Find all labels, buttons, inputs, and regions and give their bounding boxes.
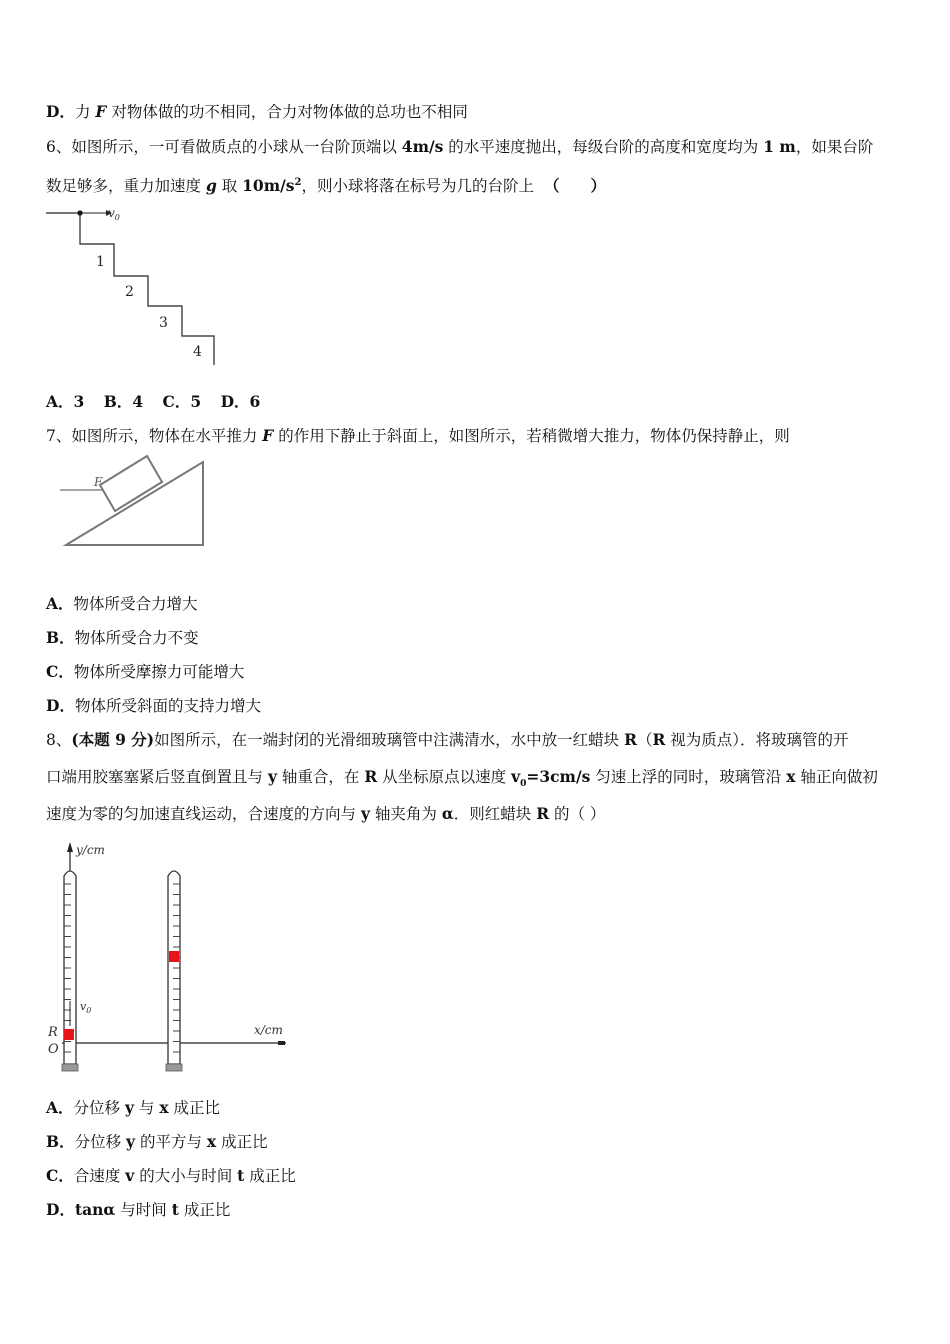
variable-y: y xyxy=(360,804,370,823)
q6-stem-line-2 xyxy=(46,173,606,196)
option-label: B． xyxy=(46,1132,75,1151)
text: 的水平速度抛出，每级台阶的高度和宽度均为 xyxy=(443,138,764,156)
text: ，如果台阶 xyxy=(795,138,874,156)
option-text: 物体所受合力增大 xyxy=(73,595,198,613)
option-label: B． xyxy=(46,628,75,647)
text: 7、如图所示，物体在水平推力 xyxy=(46,427,263,445)
q8-option-d xyxy=(46,1200,230,1220)
variable-r: R xyxy=(652,730,666,749)
q7-option-b xyxy=(46,628,199,648)
variable-f: F xyxy=(262,426,274,445)
x-axis-label: x/cm xyxy=(254,1023,283,1037)
option-label: D． xyxy=(46,102,75,121)
text: 取 xyxy=(216,177,243,196)
tube-1-stopper xyxy=(62,1064,78,1071)
q8-stem-line-3 xyxy=(46,804,605,824)
variable-y: y xyxy=(267,767,277,786)
origin-label: O xyxy=(48,1042,59,1057)
text: 8、 xyxy=(46,731,72,749)
variable: tanα xyxy=(74,1200,116,1219)
v0-label: $v_0$ xyxy=(108,206,120,222)
staircase-figure xyxy=(46,202,226,372)
red-wax-block-later xyxy=(169,951,179,962)
glass-tube-figure xyxy=(44,836,294,1076)
text: 的（ ） xyxy=(549,805,606,823)
text: 匀速上浮的同时，玻璃管沿 xyxy=(590,768,787,786)
gravity-value: 10m/s xyxy=(242,176,295,196)
q6-option-d: D．6 xyxy=(220,392,261,411)
subscript: 0 xyxy=(520,779,527,790)
force-label: F xyxy=(94,475,103,489)
option-text: 物体所受斜面的支持力增大 xyxy=(74,697,261,715)
variable: x xyxy=(206,1132,217,1151)
text: 数足够多，重力加速度 xyxy=(46,177,206,196)
q6-stem-line-1 xyxy=(46,137,873,157)
text: ．则红蜡块 xyxy=(453,805,537,823)
r-label: R xyxy=(48,1025,58,1040)
text: 视为质点）．将玻璃管的开 xyxy=(665,731,849,749)
text: 力 xyxy=(74,103,96,121)
text: 轴夹角为 xyxy=(369,805,442,823)
text: 轴正向做初 xyxy=(795,768,878,786)
text: 如图所示，在一端封闭的光滑细玻璃管中注满清水，水中放一红蜡块 xyxy=(154,731,625,749)
text: （ xyxy=(636,731,653,749)
text: 轴重合，在 xyxy=(276,768,365,786)
y-axis-label: y/cm xyxy=(76,843,105,857)
text: 从坐标原点以速度 xyxy=(377,768,512,786)
variable: y xyxy=(126,1132,136,1151)
text: 口端用胶塞塞紧后竖直倒置且与 xyxy=(46,768,268,786)
text: 分位移 xyxy=(73,1099,125,1117)
speed-value: =3cm/s xyxy=(526,767,591,786)
answer-paren: （ ） xyxy=(543,176,606,196)
incline-figure xyxy=(56,456,216,551)
q8-stem-line-1 xyxy=(46,730,849,750)
option-label: C． xyxy=(46,1166,74,1185)
text: 合速度 xyxy=(73,1167,126,1185)
text: 6、如图所示，一可看做质点的小球从一台阶顶端以 xyxy=(46,138,402,156)
variable: t xyxy=(237,1166,245,1185)
superscript: 2 xyxy=(294,177,302,188)
score-note: (本题 9 分) xyxy=(71,730,155,749)
option-label: D． xyxy=(46,696,75,715)
text: 分位移 xyxy=(74,1133,127,1151)
q7-stem xyxy=(46,426,790,446)
variable: t xyxy=(171,1200,179,1219)
x-axis-arrow xyxy=(278,1041,285,1045)
q8-option-c xyxy=(46,1166,296,1186)
step-label-4: 4 xyxy=(193,344,202,360)
q6-options xyxy=(46,392,260,412)
option-text: 物体所受合力不变 xyxy=(74,629,199,647)
variable-r: R xyxy=(364,767,378,786)
variable: y xyxy=(124,1098,134,1117)
text: 成正比 xyxy=(168,1099,221,1117)
block xyxy=(100,456,162,511)
y-axis-arrow xyxy=(67,842,73,852)
q6-option-b: B．4 xyxy=(103,392,144,411)
text: 对物体做的功不相同，合力对物体做的总功也不相同 xyxy=(106,103,468,121)
option-label: C． xyxy=(46,662,74,681)
speed-value: 4m/s xyxy=(401,137,444,156)
variable-v: v xyxy=(511,767,521,786)
text: 与 xyxy=(133,1099,160,1117)
q8-option-b xyxy=(46,1132,268,1152)
variable-f: F xyxy=(95,102,107,121)
variable-g: g xyxy=(205,176,217,196)
stair-outline xyxy=(80,213,214,365)
q7-option-c xyxy=(46,662,244,682)
q7-option-d xyxy=(46,696,261,716)
option-label: A． xyxy=(46,594,74,613)
text: 速度为零的匀加速直线运动，合速度的方向与 xyxy=(46,805,361,823)
text: 成正比 xyxy=(178,1201,231,1219)
step-size: 1 m xyxy=(763,137,796,156)
step-label-1: 1 xyxy=(96,254,105,270)
q5-option-d xyxy=(46,102,468,122)
option-label: D． xyxy=(46,1200,75,1219)
v0-label: $v_0$ xyxy=(80,1000,92,1015)
option-label: A． xyxy=(46,1098,74,1117)
text: 成正比 xyxy=(216,1133,268,1151)
tube-2 xyxy=(168,871,180,1064)
tube-2-stopper xyxy=(166,1064,182,1071)
text: 的平方与 xyxy=(135,1133,207,1151)
q8-option-a xyxy=(46,1098,220,1118)
q7-option-a xyxy=(46,594,198,614)
text: 与时间 xyxy=(115,1201,172,1219)
text: ，则小球将落在标号为几的台阶上 xyxy=(301,177,534,196)
text: 成正比 xyxy=(244,1167,296,1185)
q6-option-c: C．5 xyxy=(162,392,202,411)
variable-r: R xyxy=(536,804,550,823)
text: 的大小与时间 xyxy=(134,1167,238,1185)
variable-alpha: α xyxy=(441,804,454,823)
variable-x: x xyxy=(786,767,796,786)
variable: x xyxy=(159,1098,169,1117)
option-text: 物体所受摩擦力可能增大 xyxy=(73,663,245,681)
variable: v xyxy=(125,1166,135,1185)
q8-stem-line-2 xyxy=(46,767,878,794)
q6-option-a: A．3 xyxy=(46,392,85,411)
red-wax-block-start xyxy=(64,1029,74,1040)
step-label-3: 3 xyxy=(159,315,168,331)
text: 的作用下静止于斜面上，如图所示，若稍微增大推力，物体仍保持静止，则 xyxy=(273,427,790,445)
step-label-2: 2 xyxy=(125,284,134,300)
variable-r: R xyxy=(624,730,637,749)
